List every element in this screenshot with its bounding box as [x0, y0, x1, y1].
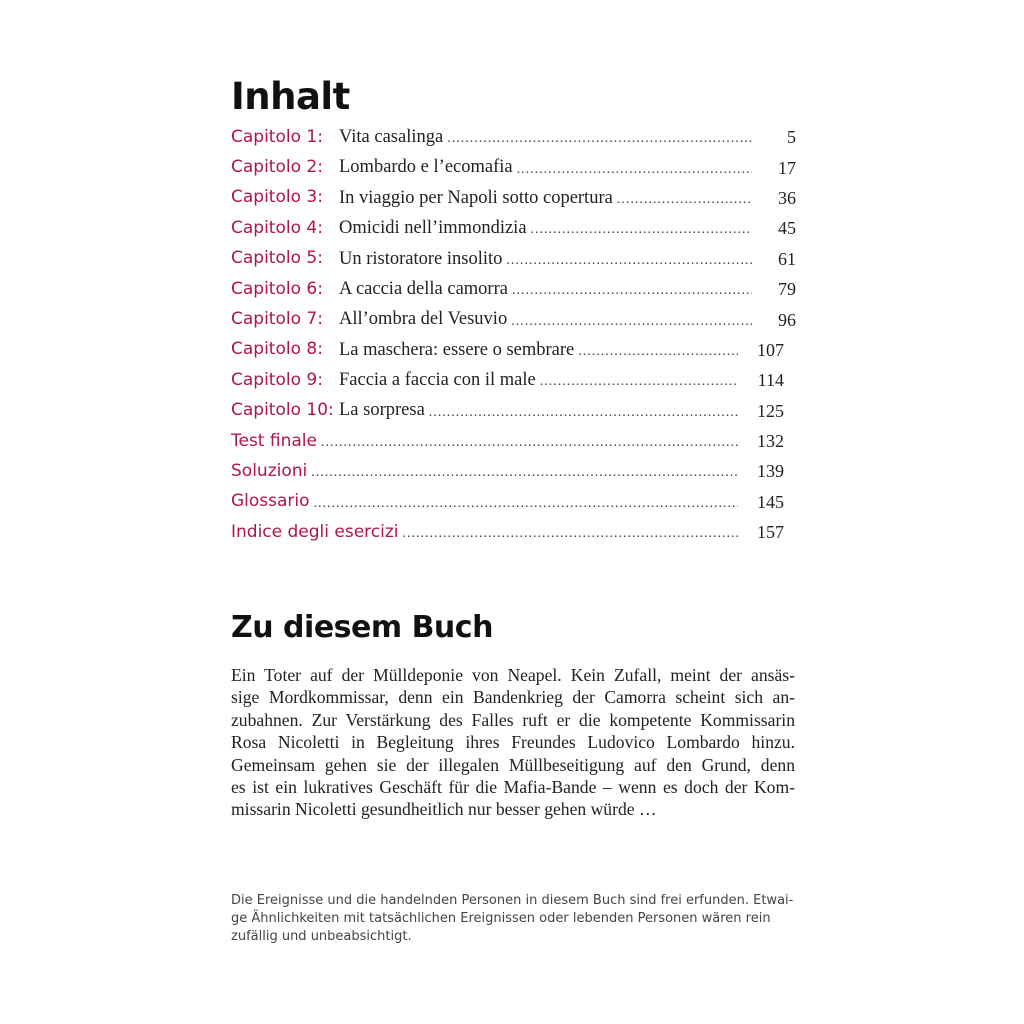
toc-entry-page: 107	[757, 339, 784, 360]
toc-dot-leader	[403, 527, 738, 541]
toc-entry-label: Capitolo 2:	[231, 157, 323, 178]
contents-heading: Inhalt	[231, 75, 350, 118]
toc-dot-leader	[429, 406, 738, 420]
description-line: Gemeinsam gehen sie der illegalen Müllbeseitigung auf den Grund, denn	[231, 754, 795, 775]
toc-dot-leader	[511, 315, 752, 329]
toc-entry[interactable]	[231, 487, 784, 517]
toc-entry[interactable]	[231, 122, 796, 152]
toc-entry-title: Omicidi nell’immondizia	[339, 218, 527, 239]
toc-entry-label: Indice degli esercizi	[231, 521, 399, 542]
description-line: zubahnen. Zur Verstärkung des Falles ruft er die kompetente Kommissarin	[231, 709, 795, 730]
toc-dot-leader	[578, 345, 738, 359]
table-of-contents	[231, 122, 796, 547]
toc-entry-page: 132	[757, 431, 784, 452]
description-line: es ist ein lukratives Geschäft für die Mafia-Bande – wenn es doch der Kom-	[231, 777, 795, 798]
toc-entry-page: 114	[757, 370, 784, 391]
toc-entry-label: Glossario	[231, 491, 310, 512]
toc-dot-leader	[617, 193, 752, 207]
toc-entry-label: Capitolo 3:	[231, 187, 323, 208]
toc-entry[interactable]	[231, 304, 796, 334]
toc-entry-label: Test finale	[231, 430, 317, 451]
description-line: Rosa Nicoletti in Begleitung ihres Freundes Ludovico Lombardo hinzu.	[231, 732, 795, 753]
about-heading: Zu diesem Buch	[231, 610, 493, 645]
toc-entry-page: 17	[778, 157, 796, 178]
toc-dot-leader	[517, 163, 752, 177]
toc-dot-leader	[531, 223, 752, 237]
toc-entry-label: Capitolo 7:	[231, 309, 323, 330]
toc-entry-page: 45	[778, 218, 796, 239]
toc-entry[interactable]	[231, 244, 796, 274]
toc-entry-label: Capitolo 10:	[231, 400, 334, 421]
description-line: Ein Toter auf der Mülldeponie von Neapel. Kein Zufall, meint der ansäs-	[231, 665, 795, 685]
toc-entry[interactable]	[231, 517, 784, 547]
toc-dot-leader	[314, 497, 738, 511]
toc-dot-leader	[540, 375, 738, 389]
toc-entry-title: All’ombra del Vesuvio	[339, 309, 508, 330]
toc-entry-title: Faccia a faccia con il male	[339, 370, 536, 391]
toc-entry-page: 79	[778, 279, 796, 300]
toc-entry-label: Capitolo 8:	[231, 339, 323, 360]
toc-entry-label: Capitolo 1:	[231, 126, 323, 147]
toc-entry-page: 145	[757, 491, 784, 512]
footnote-line: ge Ähnlichkeiten mit tatsächlichen Ereignissen oder lebenden Personen wären rein	[231, 911, 771, 926]
toc-entry-title: A caccia della camorra	[339, 278, 508, 299]
toc-entry[interactable]	[231, 152, 796, 182]
toc-dot-leader	[512, 284, 752, 298]
toc-entry-label: Soluzioni	[231, 460, 308, 481]
toc-entry-label: Capitolo 6:	[231, 278, 323, 299]
disclaimer-footnote	[231, 892, 801, 946]
toc-entry-page: 61	[778, 248, 796, 269]
toc-entry[interactable]	[231, 274, 796, 304]
toc-entry[interactable]	[231, 365, 784, 395]
description-line: sige Mordkommissar, denn ein Bandenkrieg der Camorra scheint sich an-	[231, 687, 795, 708]
toc-entry-page: 157	[757, 522, 784, 543]
book-description	[231, 664, 795, 821]
toc-entry-page: 125	[757, 400, 784, 421]
toc-entry-title: Un ristoratore insolito	[339, 248, 503, 269]
toc-entry-title: Vita casalinga	[339, 126, 444, 147]
toc-dot-leader	[321, 436, 738, 450]
toc-entry-label: Capitolo 4:	[231, 217, 323, 238]
toc-entry-title: In viaggio per Napoli sotto copertura	[339, 187, 613, 208]
toc-entry[interactable]	[231, 426, 784, 456]
toc-entry-label: Capitolo 5:	[231, 248, 323, 269]
footnote-line: zufällig und unbeabsichtigt.	[231, 929, 412, 944]
toc-dot-leader	[311, 466, 738, 480]
toc-entry[interactable]	[231, 213, 796, 243]
toc-dot-leader	[447, 132, 752, 146]
toc-entry-title: La sorpresa	[339, 400, 425, 421]
toc-entry[interactable]	[231, 396, 784, 426]
toc-dot-leader	[506, 254, 752, 268]
toc-entry-label: Capitolo 9:	[231, 369, 323, 390]
toc-entry[interactable]	[231, 335, 784, 365]
toc-entry-page: 96	[778, 309, 796, 330]
toc-entry-title: Lombardo e l’ecomafia	[339, 157, 513, 178]
toc-entry[interactable]	[231, 456, 784, 486]
toc-entry[interactable]	[231, 183, 796, 213]
description-line: missarin Nicoletti gesundheitlich nur besser gehen würde …	[231, 799, 657, 820]
footnote-line: Die Ereignisse und die handelnden Personen in diesem Buch sind frei erfunden. Etwai-	[231, 893, 794, 908]
toc-entry-page: 139	[757, 461, 784, 482]
toc-entry-page: 36	[778, 187, 796, 208]
toc-entry-title: La maschera: essere o sembrare	[339, 339, 575, 360]
toc-entry-page: 5	[787, 127, 796, 148]
